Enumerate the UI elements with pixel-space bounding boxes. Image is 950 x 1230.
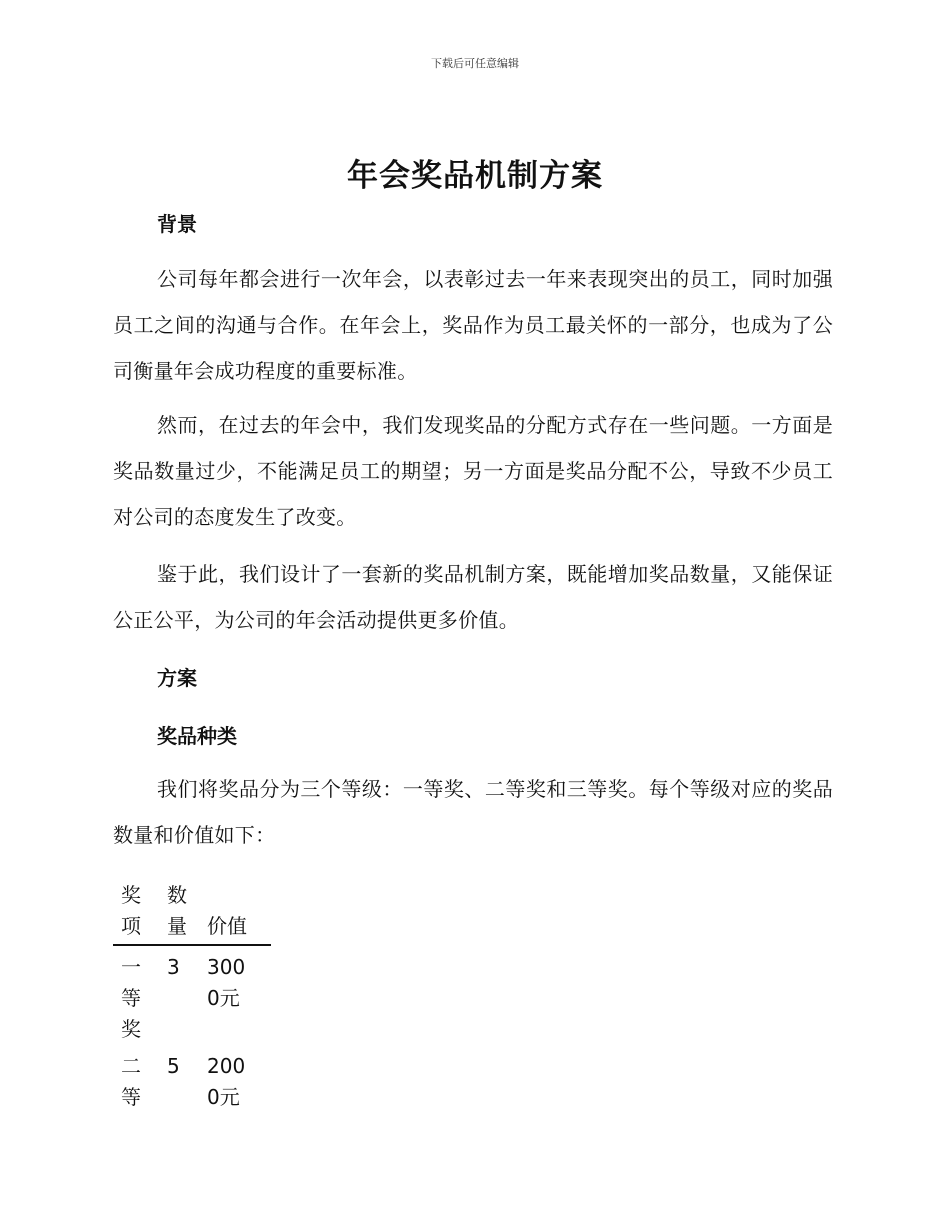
paragraph-prize-types: 我们将奖品分为三个等级：一等奖、二等奖和三等奖。每个等级对应的奖品数量和价值如下： bbox=[113, 777, 833, 847]
table-cell-value: 2000元 bbox=[207, 1054, 246, 1109]
table-cell-item: 一等奖 bbox=[121, 955, 141, 1041]
section-heading-background: 背景 bbox=[157, 212, 197, 236]
table-cell-count: 5 bbox=[167, 1054, 180, 1078]
section-heading-prize-types: 奖品种类 bbox=[157, 724, 237, 748]
table-header-row bbox=[113, 880, 271, 945]
section-heading-plan: 方案 bbox=[157, 666, 197, 690]
table-cell-item: 二等 bbox=[121, 1054, 141, 1109]
table-header-item: 奖项 bbox=[121, 883, 141, 938]
table-cell-value: 3000元 bbox=[207, 955, 246, 1010]
paragraph-background-2: 然而，在过去的年会中，我们发现奖品的分配方式存在一些问题。一方面是奖品数量过少，不能满足员工的期望；另一方面是奖品分配不公，导致不少员工对公司的态度发生了改变。 bbox=[113, 413, 833, 529]
paragraph-background-3: 鉴于此，我们设计了一套新的奖品机制方案，既能增加奖品数量，又能保证公正公平，为公司的年会活动提供更多价值。 bbox=[113, 562, 833, 632]
paragraph-background-1: 公司每年都会进行一次年会，以表彰过去一年来表现突出的员工，同时加强员工之间的沟通与合作。在年会上，奖品作为员工最关怀的一部分，也成为了公司衡量年会成功程度的重要标准。 bbox=[113, 267, 833, 383]
table-cell-count: 3 bbox=[167, 955, 180, 979]
table-row bbox=[113, 1045, 271, 1113]
table-header-value: 价值 bbox=[207, 914, 247, 938]
table-row bbox=[113, 945, 271, 1045]
table-header-count: 数量 bbox=[167, 883, 187, 938]
prize-table bbox=[113, 880, 271, 1113]
document-title: 年会奖品机制方案 bbox=[347, 158, 603, 194]
page-header-note: 下载后可任意编辑 bbox=[431, 57, 519, 70]
